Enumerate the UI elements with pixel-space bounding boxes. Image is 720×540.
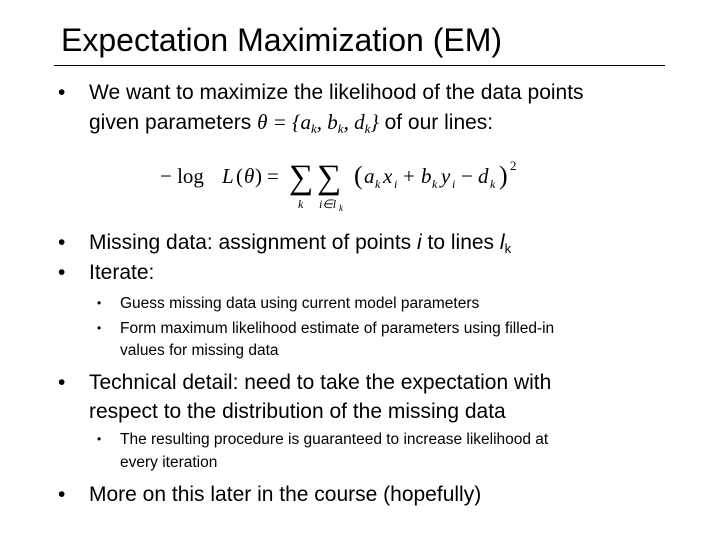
slide-title: Expectation Maximization (EM) — [61, 22, 503, 58]
bullet-text: We want to maximize the likelihood of the data points — [89, 81, 584, 104]
formula-L: L — [222, 164, 234, 188]
sub-bullet-text-cont: every iteration — [120, 454, 218, 471]
sub-bullet-text: Guess missing data using current model parameters — [120, 295, 480, 312]
bullet-text: Technical detail: need to take the expectation with — [89, 371, 552, 394]
bullet-dot: • — [58, 261, 66, 284]
bullet-text-cont: given parameters $\theta = \{a_k$, $b_k$, $d_k$} of our lines: — [89, 110, 494, 136]
bullet-text: Iterate: — [89, 261, 155, 284]
svg-text:i: i — [452, 177, 456, 191]
svg-text:a: a — [364, 164, 375, 188]
svg-text:b: b — [421, 164, 432, 188]
svg-text:y: y — [441, 164, 451, 188]
svg-text:(: ( — [354, 161, 363, 190]
svg-text:): ) — [499, 161, 508, 190]
sub-bullet-dot: • — [97, 432, 102, 446]
bullet-text: More on this later in the course (hopefully) — [89, 483, 482, 506]
sum-k-index: k — [298, 197, 304, 211]
bullet-text: Missing data: assignment of points i to lines $l_k$ — [89, 231, 512, 256]
svg-text:): ) — [255, 164, 262, 188]
sub-bullet-text: The resulting procedure is guaranteed to increase likelihood at — [120, 431, 549, 448]
svg-text:k: k — [490, 177, 496, 191]
formula-equals: = — [267, 164, 279, 188]
svg-text:(: ( — [236, 164, 243, 188]
bullet-dot: • — [58, 81, 66, 104]
svg-text:k: k — [375, 177, 381, 191]
bullet-text-cont: respect to the distribution of the missing data — [89, 400, 506, 423]
title-underline — [54, 65, 665, 66]
svg-text:+: + — [403, 164, 415, 188]
formula-minus-log: − log — [160, 164, 204, 188]
sum-k-icon: ∑ — [289, 159, 314, 196]
sum-i-icon: ∑ — [317, 159, 342, 196]
svg-text:d: d — [478, 164, 489, 188]
sub-bullet-dot: • — [97, 321, 102, 335]
formula-square: 2 — [510, 158, 517, 173]
bullet-dot: • — [58, 483, 66, 506]
likelihood-formula — [160, 152, 540, 212]
sum-i-index: i∈l — [319, 197, 337, 211]
svg-text:x: x — [383, 164, 393, 188]
bullet-dot: • — [58, 231, 66, 254]
sub-bullet-text-cont: values for missing data — [120, 342, 279, 359]
sub-bullet-text: Form maximum likelihood estimate of parameters using filled-in — [120, 320, 555, 337]
sum-i-index-sub: k — [339, 203, 343, 213]
bullet-dot: • — [58, 371, 66, 394]
formula-svg — [160, 152, 540, 212]
formula-theta: θ — [244, 164, 255, 188]
svg-text:−: − — [461, 164, 473, 188]
sub-bullet-dot: • — [97, 296, 102, 310]
theta-symbol: θ — [257, 110, 268, 134]
svg-text:k: k — [432, 177, 438, 191]
svg-text:i: i — [394, 177, 398, 191]
